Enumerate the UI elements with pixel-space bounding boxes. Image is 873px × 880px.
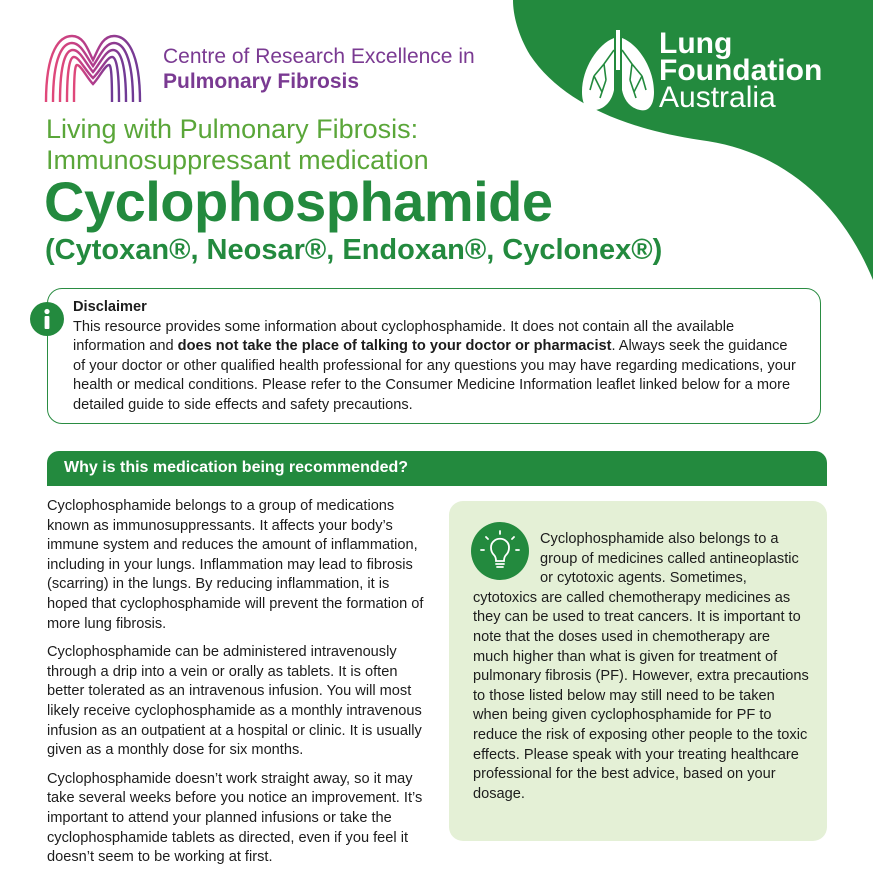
lightbulb-icon (471, 522, 529, 580)
lung-logo-icon (578, 30, 658, 114)
cre-line1: Centre of Research Excellence in (163, 45, 475, 68)
body-paragraph: Cyclophosphamide doesn’t work straight away, so it may take several weeks before you notice an improvement. It’s important to attend your planned infusions or take the cyclophosphamide tablets as directed, even if you feel it doesn’t seem to be working at first. (47, 770, 423, 866)
body-paragraph: Cyclophosphamide can be administered intravenously through a drip into a vein or orally as tablets. It is often better tolerated as an intravenous infusion. You will most likely receive cyclophosphamide as a monthly intravenous infusion as an outpatient at a hospital or clinic. It is usually given as a monthly dose for six months. (47, 644, 422, 759)
page-title: Cyclophosphamide (44, 170, 553, 233)
brand-names: (Cytoxan®, Neosar®, Endoxan®, Cyclonex®) (45, 234, 663, 266)
disclaimer-part2: . Always seek the guidance of your doctor or other qualified health professional for any questions you may have regarding medications, your health or medical conditions. Please refer to the Consumer Medicine Information leaflet linked below for a more detailed guide to side effects and safety precautions. (73, 338, 796, 413)
subtitle-line2: Immunosuppressant medication (46, 145, 429, 175)
subtitle-line1: Living with Pulmonary Fibrosis: (46, 114, 419, 144)
section-divider (47, 484, 827, 486)
disclaimer-heading: Disclaimer (73, 299, 147, 315)
cre-logo-icon (42, 30, 144, 104)
info-icon (30, 302, 64, 336)
section-title: Why is this medication being recommended? (64, 459, 409, 476)
cre-name (163, 44, 475, 94)
lfa-line3: Australia (659, 81, 776, 114)
disclaimer-bold: does not take the place of talking to your doctor or pharmacist (177, 338, 612, 355)
note-body: Cyclophosphamide also belongs to a group of medicines called antineoplastic or cytotoxic agents. Sometimes, cytotoxics are called chemotherapy medicines as they can be used to treat cancers. It is important to note that the doses used in chemotherapy are much higher than what is given for treatment of pulmonary fibrosis (PF). However, extra precautions to those listed below may still need to be taken when being given cyclophosphamide for PF to reduce the risk of exposing other people to the toxic effects. Please speak with your treating healthcare professional for the best advice, based on your dosage. (473, 531, 809, 802)
body-text-column (47, 497, 432, 877)
disclaimer-part1: This resource provides some information about cyclophosphamide. It does not contain all the available information and (73, 318, 735, 355)
lfa-line2: Foundation (659, 54, 823, 87)
lfa-name (659, 27, 823, 114)
page-subtitle (46, 114, 429, 176)
body-paragraph: Cyclophosphamide belongs to a group of medications known as immunosuppressants. It affects your body’s immune system and reduces the amount of inflammation, including in your lungs. Inflammation may lead to fibrosis (scarring) in the lungs. By reducing inflammation, it is hoped that cyclophosphamide will prevent the formation of more lung fibrosis. (47, 498, 424, 632)
lfa-line1: Lung (659, 27, 733, 60)
disclaimer-text (73, 298, 803, 416)
cre-line2: Pulmonary Fibrosis (163, 70, 360, 93)
